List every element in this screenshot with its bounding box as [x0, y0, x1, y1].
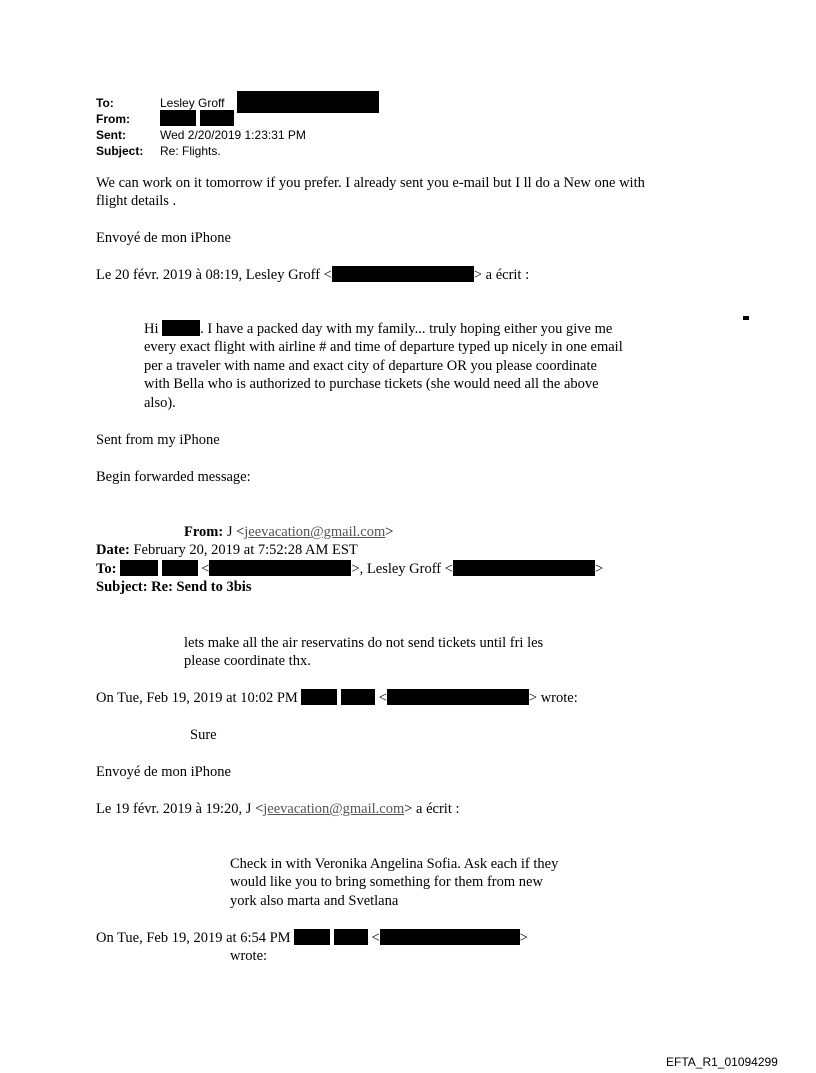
- redaction-name: [334, 929, 368, 945]
- to-value: Lesley Groff: [160, 96, 225, 110]
- fwd-from-value: J <: [223, 524, 245, 540]
- le19-suffix: > a écrit :: [404, 801, 460, 817]
- le19-prefix: Le 19 févr. 2019 à 19:20, J <: [96, 801, 264, 817]
- fwd-to-end: >: [594, 561, 604, 577]
- quote-line-1-rest: . I have a packed day with my family... truly hoping either you give me: [200, 321, 613, 337]
- on1-lt: <: [378, 690, 387, 706]
- subject-label: Subject:: [96, 144, 144, 158]
- redaction-name: [294, 929, 330, 945]
- to-label: To:: [96, 96, 114, 110]
- quote-line: with Bella who is authorized to purchase tickets (she would need all the above: [144, 376, 599, 392]
- on2-prefix: On Tue, Feb 19, 2019 at 6:54 PM: [96, 930, 291, 946]
- fwd-from-line: [184, 523, 393, 542]
- signature-line: Sent from my iPhone: [96, 432, 220, 448]
- fwd-to-line: [96, 560, 603, 579]
- redaction-from-2: [200, 110, 234, 126]
- redaction-name: [120, 560, 158, 576]
- subject-value: Re: Flights.: [160, 144, 221, 158]
- fwd-subject-line: [96, 578, 251, 597]
- quote-header-line: [96, 800, 460, 819]
- message-line: york also marta and Svetlana: [230, 893, 399, 909]
- quote-line: also).: [144, 395, 176, 411]
- redaction-name: [162, 320, 200, 336]
- redaction-from-1: [160, 110, 196, 126]
- redaction-email: [332, 266, 474, 282]
- on2-suffix: >: [519, 930, 528, 946]
- fwd-to-label: To:: [96, 561, 117, 577]
- on1-prefix: On Tue, Feb 19, 2019 at 10:02 PM: [96, 690, 298, 706]
- quote-header-line: [96, 689, 578, 708]
- redaction-to-email: [237, 91, 379, 113]
- fwd-date-line: [96, 541, 358, 560]
- fwd-to-lt: <: [201, 561, 210, 577]
- message-line: Check in with Veronika Angelina Sofia. Ask each if they: [230, 856, 559, 872]
- fwd-from-label: From:: [184, 524, 224, 540]
- redaction-name: [301, 689, 337, 705]
- quote-line: [144, 320, 612, 339]
- document-id: EFTA_R1_01094299: [666, 1055, 778, 1069]
- signature-line: Envoyé de mon iPhone: [96, 230, 231, 246]
- sent-label: Sent:: [96, 128, 126, 142]
- redaction-mark: [743, 316, 749, 320]
- on2-lt: <: [371, 930, 380, 946]
- le19-email-link[interactable]: jeevacation@gmail.com: [263, 801, 405, 817]
- on1-suffix: > wrote:: [528, 690, 578, 706]
- fwd-subject: Subject: Re: Send to 3bis: [96, 579, 252, 595]
- quote-line: every exact flight with airline # and time of departure typed up nicely in one email: [144, 339, 623, 355]
- fwd-email-link[interactable]: jeevacation@gmail.com: [244, 524, 386, 540]
- from-label: From:: [96, 112, 130, 126]
- redaction-name: [162, 560, 198, 576]
- redaction-email: [453, 560, 595, 576]
- fwd-from-end: >: [385, 524, 394, 540]
- redaction-email: [387, 689, 529, 705]
- redaction-email: [380, 929, 520, 945]
- quote-header-suffix: > a écrit :: [473, 267, 530, 283]
- sent-value: Wed 2/20/2019 1:23:31 PM: [160, 128, 306, 142]
- signature-line: Envoyé de mon iPhone: [96, 764, 231, 780]
- fwd-date-value: February 20, 2019 at 7:52:28 AM EST: [129, 542, 358, 558]
- redaction-email: [209, 560, 351, 576]
- quote-header-line: [96, 929, 528, 948]
- fwd-to-mid: >, Lesley Groff <: [351, 561, 453, 577]
- message-line: wrote:: [230, 948, 268, 964]
- body-line: flight details .: [96, 193, 177, 209]
- message-line: would like you to bring something for them from new: [230, 874, 543, 890]
- body-line: We can work on it tomorrow if you prefer. I already sent you e-mail but I ll do a New one with: [96, 175, 645, 191]
- quote-line: per a traveler with name and exact city of departure OR you please coordinate: [144, 358, 597, 374]
- fwd-date-label: Date:: [96, 542, 130, 558]
- quote-hi: Hi: [144, 321, 159, 337]
- message-line: please coordinate thx.: [184, 653, 311, 669]
- quote-header-prefix: Le 20 févr. 2019 à 08:19, Lesley Groff <: [96, 267, 332, 283]
- message-line: lets make all the air reservatins do not send tickets until fri les: [184, 635, 544, 651]
- message-line: Sure: [190, 727, 217, 743]
- forward-label: Begin forwarded message:: [96, 469, 251, 485]
- quote-header-line: [96, 266, 529, 285]
- redaction-name: [341, 689, 375, 705]
